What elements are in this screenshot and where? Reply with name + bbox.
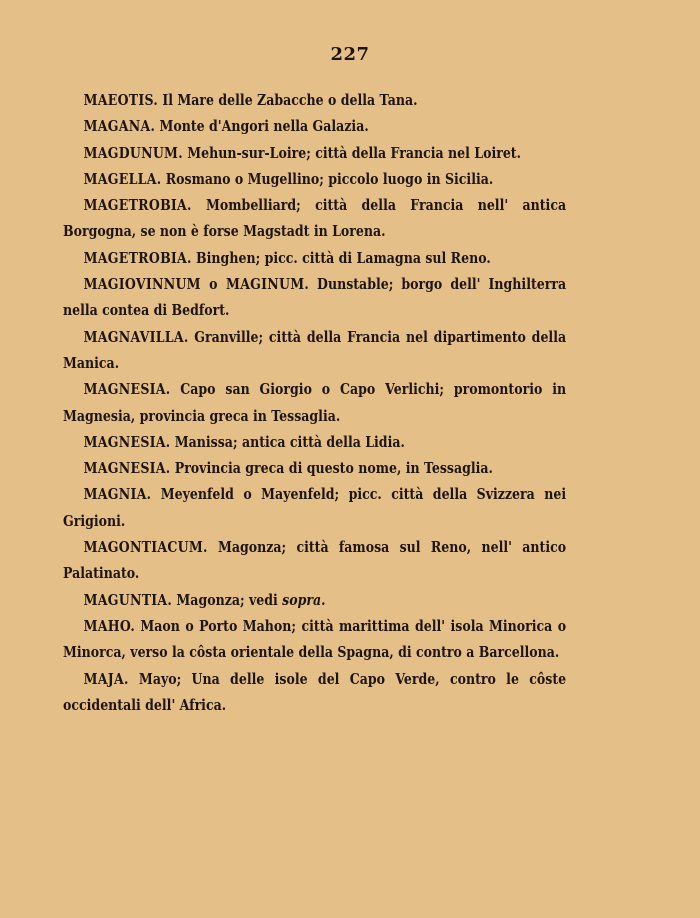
entry bbox=[63, 667, 566, 720]
definition: Granville; città della Francia nel dipartimento della Manica. bbox=[63, 328, 567, 372]
definition: Capo san Giorgio o Capo Verlichi; promontorio in Magnesia, provincia greca in Tessaglia. bbox=[63, 381, 567, 425]
entry bbox=[63, 325, 566, 378]
definition: Provincia greca di questo nome, in Tessaglia. bbox=[170, 460, 493, 478]
headword: MAHO. bbox=[83, 617, 135, 635]
page-number: 227 bbox=[330, 44, 370, 65]
definition: Mayo; Una delle isole del Capo Verde, contro le côste occidentali dell' Africa. bbox=[63, 670, 567, 714]
entry bbox=[63, 141, 566, 167]
entry bbox=[63, 114, 566, 140]
headword: MAGNESIA. bbox=[83, 381, 171, 399]
entry bbox=[63, 167, 566, 193]
italic-reference: sopra. bbox=[282, 591, 326, 609]
dictionary-entries bbox=[63, 88, 566, 719]
definition: Mombelliard; città della Francia nell' antica Borgogna, se non è forse Magstadt in Lorena. bbox=[63, 197, 567, 241]
entry bbox=[63, 272, 566, 325]
headword: MAJA. bbox=[83, 670, 129, 688]
entry bbox=[63, 377, 566, 430]
definition: Magonza; vedi bbox=[172, 591, 283, 609]
headword: MAEOTIS. bbox=[83, 92, 159, 109]
definition: Mehun-sur-Loire; città della Francia nel Loiret. bbox=[182, 144, 521, 162]
definition: Manissa; antica città della Lidia. bbox=[170, 433, 405, 451]
entry bbox=[63, 193, 566, 246]
headword: MAGNESIA. bbox=[83, 433, 171, 451]
headword: MAGUNTIA. bbox=[83, 591, 173, 609]
entry bbox=[63, 588, 566, 614]
definition: Dunstable; borgo dell' Inghilterra nella contea di Bedfort. bbox=[63, 276, 567, 320]
entry bbox=[63, 430, 566, 456]
headword: MAGNAVILLA. bbox=[83, 328, 189, 346]
entry bbox=[63, 482, 566, 535]
headword: MAGNIA. bbox=[83, 486, 152, 504]
definition: Monte d'Angori nella Galazia. bbox=[155, 118, 369, 136]
entry bbox=[63, 535, 566, 588]
definition: Magonza; città famosa sul Reno, nell' antico Palatinato. bbox=[63, 539, 567, 583]
definition: Binghen; picc. città di Lamagna sul Reno. bbox=[191, 249, 491, 267]
entry bbox=[63, 614, 566, 667]
headword: MAGNESIA. bbox=[83, 460, 171, 478]
headword: MAGETROBIA. bbox=[83, 249, 192, 267]
definition: Meyenfeld o Mayenfeld; picc. città della Svizzera nei Grigioni. bbox=[63, 486, 567, 530]
headword: MAGETROBIA. bbox=[83, 197, 192, 215]
entry bbox=[63, 88, 566, 114]
headword: MAGIOVINNUM o MAGINUM. bbox=[83, 276, 310, 294]
headword: MAGONTIACUM. bbox=[83, 539, 208, 557]
headword: MAGANA. bbox=[83, 118, 156, 136]
entry bbox=[63, 246, 566, 272]
headword: MAGDUNUM. bbox=[83, 144, 183, 162]
definition: Il Mare delle Zabacche o della Tana. bbox=[158, 92, 418, 109]
entry bbox=[63, 456, 566, 482]
definition: Maon o Porto Mahon; città marittima dell' isola Minorica o Minorca, verso la côsta orientale della Spagna, di contro a Barcellona. bbox=[63, 617, 567, 662]
headword: MAGELLA. bbox=[83, 170, 162, 188]
definition: Rosmano o Mugellino; piccolo luogo in Sicilia. bbox=[161, 170, 494, 188]
